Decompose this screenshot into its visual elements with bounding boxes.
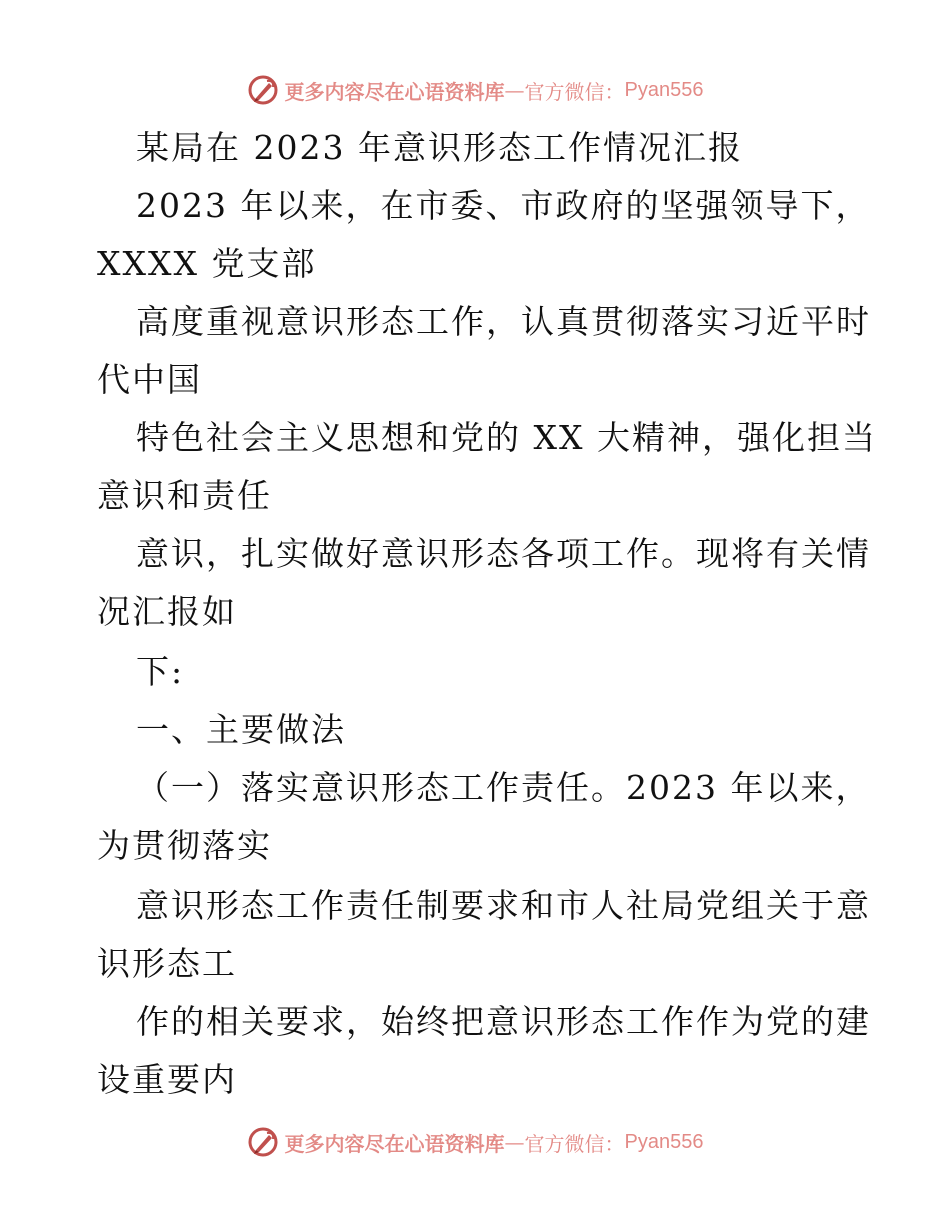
watermark-text: 更多内容尽在心语资料库 xyxy=(284,79,505,104)
watermark-separator: — xyxy=(504,78,525,102)
section-heading: 一、主要做法 xyxy=(136,710,346,749)
subsection-heading: （一）落实意识形态工作责任。2023 年以来， xyxy=(136,768,871,807)
paragraph-line: 作的相关要求，始终把意识形态工作作为党的建 xyxy=(136,1002,871,1041)
header-watermark xyxy=(0,70,950,110)
paragraph-line: 特色社会主义思想和党的 XX 大精神，强化担当 xyxy=(136,418,877,457)
document-title: 某局在 2023 年意识形态工作情况汇报 xyxy=(136,128,743,167)
paragraph-line: 意识和责任 xyxy=(97,476,272,515)
paragraph-line: 高度重视意识形态工作，认真贯彻落实习近平时 xyxy=(136,302,871,341)
watermark-wechat-id: Pyan556 xyxy=(624,78,704,101)
paragraph-line: 设重要内 xyxy=(97,1060,237,1099)
paragraph-line: 意识，扎实做好意识形态各项工作。现将有关情 xyxy=(136,534,871,573)
paragraph-line: 代中国 xyxy=(97,360,202,399)
pen-logo-icon xyxy=(247,74,279,106)
watermark-text: 更多内容尽在心语资料库 xyxy=(284,1131,505,1156)
paragraph-line: 2023 年以来，在市委、市政府的坚强领导下， xyxy=(136,186,871,225)
watermark-wechat-label: 官方微信： xyxy=(524,1131,625,1156)
paragraph-line: 识形态工 xyxy=(97,944,237,983)
paragraph-line: 下: xyxy=(136,652,185,691)
watermark-wechat-label: 官方微信： xyxy=(524,79,625,104)
paragraph-line: XXXX 党支部 xyxy=(97,244,317,283)
watermark-separator: — xyxy=(504,1130,525,1154)
footer-watermark xyxy=(0,1122,950,1162)
watermark-wechat-id: Pyan556 xyxy=(624,1130,704,1153)
paragraph-line: 况汇报如 xyxy=(97,592,237,631)
pen-logo-icon xyxy=(247,1126,279,1158)
paragraph-line: 意识形态工作责任制要求和市人社局党组关于意 xyxy=(136,886,871,925)
paragraph-line: 为贯彻落实 xyxy=(97,826,272,865)
